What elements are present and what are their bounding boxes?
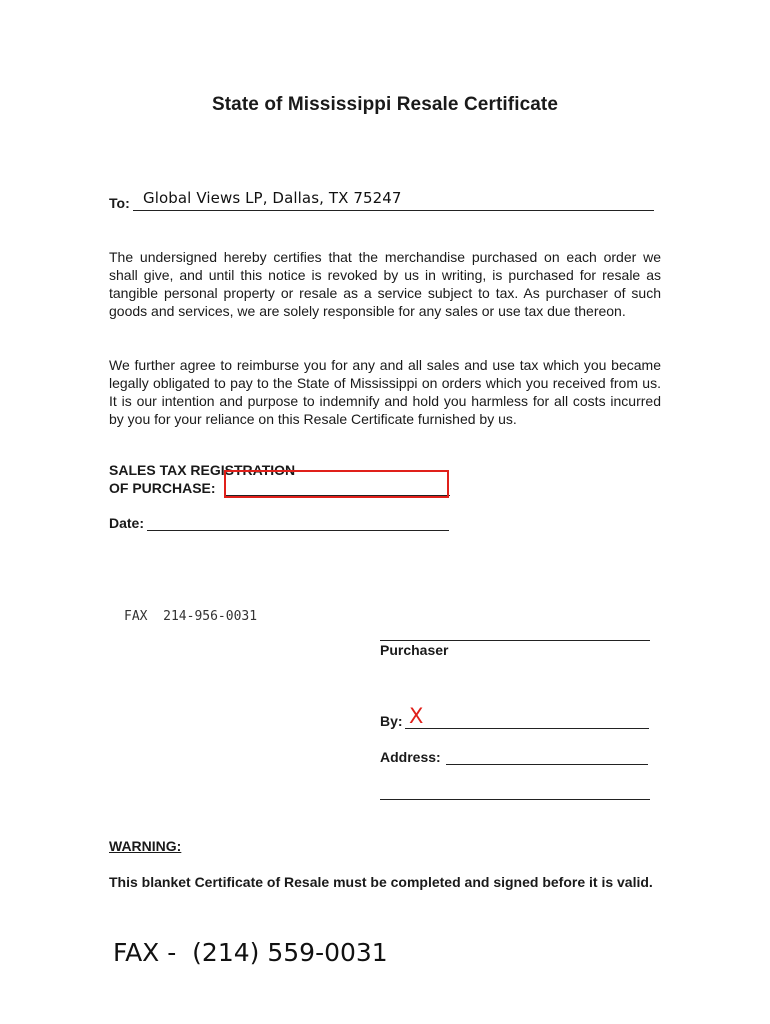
date-label: Date:	[109, 515, 145, 531]
registration-label-line-2: OF PURCHASE:	[109, 480, 216, 496]
date-field-line[interactable]	[147, 530, 449, 531]
address-field-line-2[interactable]	[380, 799, 650, 800]
to-field-line[interactable]	[133, 210, 654, 211]
indemnity-paragraph: We further agree to reimburse you for any and all sales and use tax which you became legally obligated to pay to the State of Mississippi on orders which you received from us. It is our intention and purpose to indemnify and hold you harmless for all costs incurred by you for your reliance on this Resale Certificate furnished by us.	[109, 357, 661, 427]
warning-heading: WARNING:	[109, 838, 182, 854]
to-field-value[interactable]: Global Views LP, Dallas, TX 75247	[143, 189, 402, 207]
address-field-line[interactable]	[446, 764, 648, 765]
registration-label-line-1: SALES TAX REGISTRATION	[109, 462, 296, 478]
warning-text: This blanket Certificate of Resale must be completed and signed before it is valid.	[109, 874, 653, 890]
to-label: To:	[109, 195, 130, 211]
fax-number-annotation: FAX - (214) 559-0031	[113, 938, 388, 967]
certification-paragraph: The undersigned hereby certifies that the merchandise purchased on each order we shall give, and until this notice is revoked by us in writing, is purchased for resale as tangible personal property or resale as a service subject to tax. As purchaser of such goods and services, we are solely responsible for any sales or use tax due thereon.	[109, 249, 661, 319]
purchaser-label: Purchaser	[380, 642, 449, 658]
address-label: Address:	[380, 749, 441, 765]
registration-input-box[interactable]	[224, 470, 449, 498]
typed-fax-number: FAX 214-956-0031	[124, 609, 258, 624]
page-title: State of Mississippi Resale Certificate	[211, 94, 559, 115]
signature-x-mark: X	[409, 704, 424, 728]
purchaser-signature-line[interactable]	[380, 640, 650, 641]
by-signature-line[interactable]	[405, 728, 649, 729]
by-label: By:	[380, 713, 403, 729]
